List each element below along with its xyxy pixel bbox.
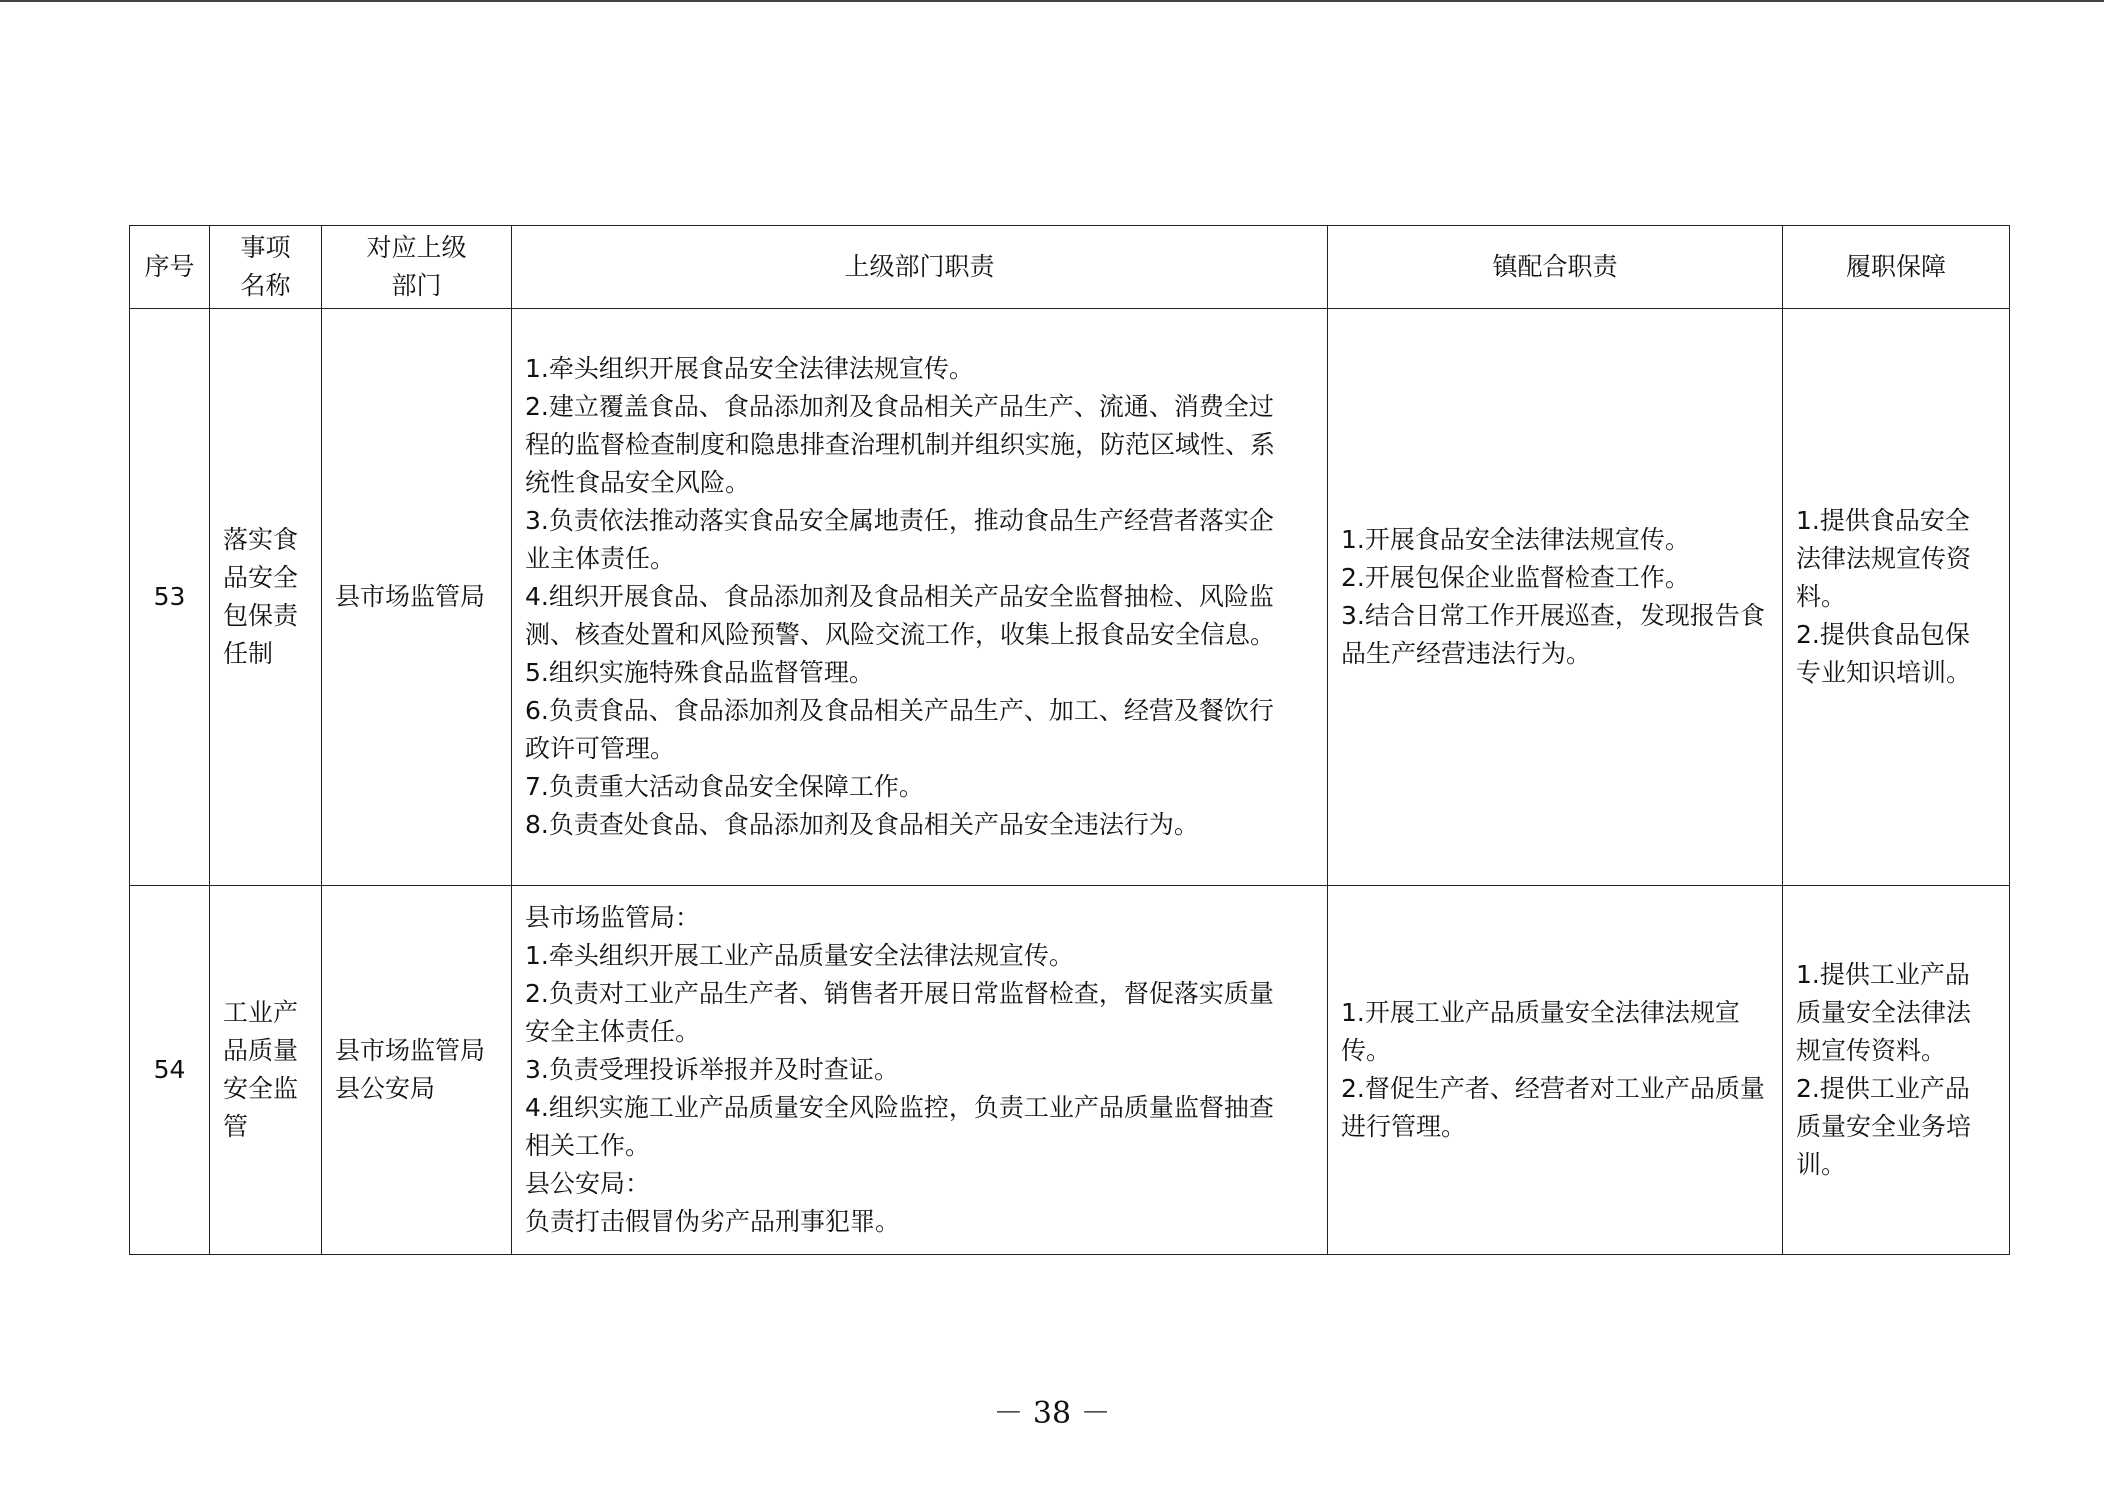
cell-item: [210, 309, 322, 886]
cell-upper-duties-line: 政许可管理。: [525, 734, 676, 763]
cell-upper-duties-line: 统性食品安全风险。: [525, 468, 751, 497]
cell-upper-duties-line: 4.组织开展食品、食品添加剂及食品相关产品安全监督抽检、风险监: [525, 582, 1274, 611]
cell-upper-duties-line: 3.负责依法推动落实食品安全属地责任，推动食品生产经营者落实企: [525, 506, 1274, 535]
cell-item: [210, 886, 322, 1255]
cell-guarantee-line: 2.提供食品包保: [1796, 620, 1970, 649]
page-top-border: [0, 0, 2104, 2]
cell-town-duties-line: 1.开展食品安全法律法规宣传。: [1341, 525, 1690, 554]
cell-upper-duties: [512, 309, 1328, 886]
header-no: 序号: [130, 226, 210, 309]
header-town-duties: 镇配合职责: [1328, 226, 1783, 309]
cell-upper-duties-line: 安全主体责任。: [525, 1017, 701, 1046]
cell-upper-duties-line: 6.负责食品、食品添加剂及食品相关产品生产、加工、经营及餐饮行: [525, 696, 1274, 725]
header-upper-duties: 上级部门职责: [512, 226, 1328, 309]
cell-item-line: 管: [223, 1112, 249, 1141]
cell-guarantee-line: 训。: [1796, 1150, 1847, 1179]
header-dept: 对应上级 部门: [322, 226, 512, 309]
cell-upper-duties-line: 测、核查处置和风险预警、风险交流工作，收集上报食品安全信息。: [525, 620, 1276, 649]
cell-town-duties-line: 2.开展包保企业监督检查工作。: [1341, 563, 1690, 592]
cell-town-duties-line: 品生产经营违法行为。: [1341, 639, 1592, 668]
cell-item-line: 安全监: [223, 1074, 299, 1103]
cell-no: 53: [130, 309, 210, 886]
cell-town-duties-line: 2.督促生产者、经营者对工业产品质量: [1341, 1074, 1765, 1103]
cell-upper-duties-line: 2.负责对工业产品生产者、销售者开展日常监督检查，督促落实质量: [525, 979, 1274, 1008]
cell-upper-duties-line: 县公安局：: [525, 1169, 651, 1198]
cell-guarantee-line: 规宣传资料。: [1796, 1036, 1947, 1065]
page-number: － 38 －: [993, 1396, 1111, 1431]
cell-upper-duties-line: 2.建立覆盖食品、食品添加剂及食品相关产品生产、流通、消费全过: [525, 392, 1274, 421]
cell-guarantee-line: 质量安全法律法: [1796, 998, 1972, 1027]
cell-item-line: 包保责: [223, 601, 299, 630]
cell-guarantee-line: 法律法规宣传资: [1796, 544, 1972, 573]
cell-item-line: 品安全: [223, 563, 299, 592]
cell-guarantee: [1783, 309, 2010, 886]
cell-upper-duties-line: 4.组织实施工业产品质量安全风险监控，负责工业产品质量监督抽查: [525, 1093, 1274, 1122]
cell-guarantee-line: 料。: [1796, 582, 1847, 611]
cell-upper-duties-line: 5.组织实施特殊食品监督管理。: [525, 658, 874, 687]
table-header-row: [130, 226, 2010, 309]
cell-upper-duties: [512, 886, 1328, 1255]
cell-upper-duties-line: 3.负责受理投诉举报并及时查证。: [525, 1055, 899, 1084]
cell-guarantee-line: 专业知识培训。: [1796, 658, 1972, 687]
cell-dept-line: 县市场监管局: [335, 1036, 486, 1065]
cell-upper-duties-line: 程的监督检查制度和隐患排查治理机制并组织实施，防范区域性、系: [525, 430, 1276, 459]
cell-guarantee-line: 2.提供工业产品: [1796, 1074, 1970, 1103]
cell-town-duties-line: 传。: [1341, 1036, 1392, 1065]
cell-item-line: 落实食: [223, 525, 299, 554]
cell-upper-duties-line: 1.牵头组织开展工业产品质量安全法律法规宣传。: [525, 941, 1074, 970]
cell-guarantee-line: 1.提供工业产品: [1796, 960, 1970, 989]
table-row: [130, 886, 2010, 1255]
cell-dept: [322, 886, 512, 1255]
cell-town-duties: [1328, 309, 1783, 886]
cell-guarantee: [1783, 886, 2010, 1255]
cell-upper-duties-line: 7.负责重大活动食品安全保障工作。: [525, 772, 924, 801]
cell-town-duties-line: 1.开展工业产品质量安全法律法规宣: [1341, 998, 1740, 1027]
cell-dept-line: 县市场监管局: [335, 582, 486, 611]
cell-upper-duties-line: 相关工作。: [525, 1131, 651, 1160]
header-guarantee: 履职保障: [1783, 226, 2010, 309]
cell-no: 54: [130, 886, 210, 1255]
cell-upper-duties-line: 业主体责任。: [525, 544, 676, 573]
table-row: [130, 309, 2010, 886]
cell-guarantee-line: 1.提供食品安全: [1796, 506, 1970, 535]
cell-town-duties: [1328, 886, 1783, 1255]
cell-item-line: 工业产: [223, 998, 299, 1027]
cell-item-line: 品质量: [223, 1036, 299, 1065]
cell-item-line: 任制: [223, 639, 274, 668]
cell-dept: [322, 309, 512, 886]
cell-town-duties-line: 3.结合日常工作开展巡查，发现报告食: [1341, 601, 1765, 630]
cell-upper-duties-line: 县市场监管局：: [525, 903, 701, 932]
cell-upper-duties-line: 负责打击假冒伪劣产品刑事犯罪。: [525, 1207, 901, 1236]
cell-upper-duties-line: 1.牵头组织开展食品安全法律法规宣传。: [525, 354, 974, 383]
cell-upper-duties-line: 8.负责查处食品、食品添加剂及食品相关产品安全违法行为。: [525, 810, 1199, 839]
cell-town-duties-line: 进行管理。: [1341, 1112, 1467, 1141]
header-item: 事项 名称: [210, 226, 322, 309]
responsibility-table: [129, 225, 2010, 1255]
cell-guarantee-line: 质量安全业务培: [1796, 1112, 1972, 1141]
cell-dept-line: 县公安局: [335, 1074, 436, 1103]
